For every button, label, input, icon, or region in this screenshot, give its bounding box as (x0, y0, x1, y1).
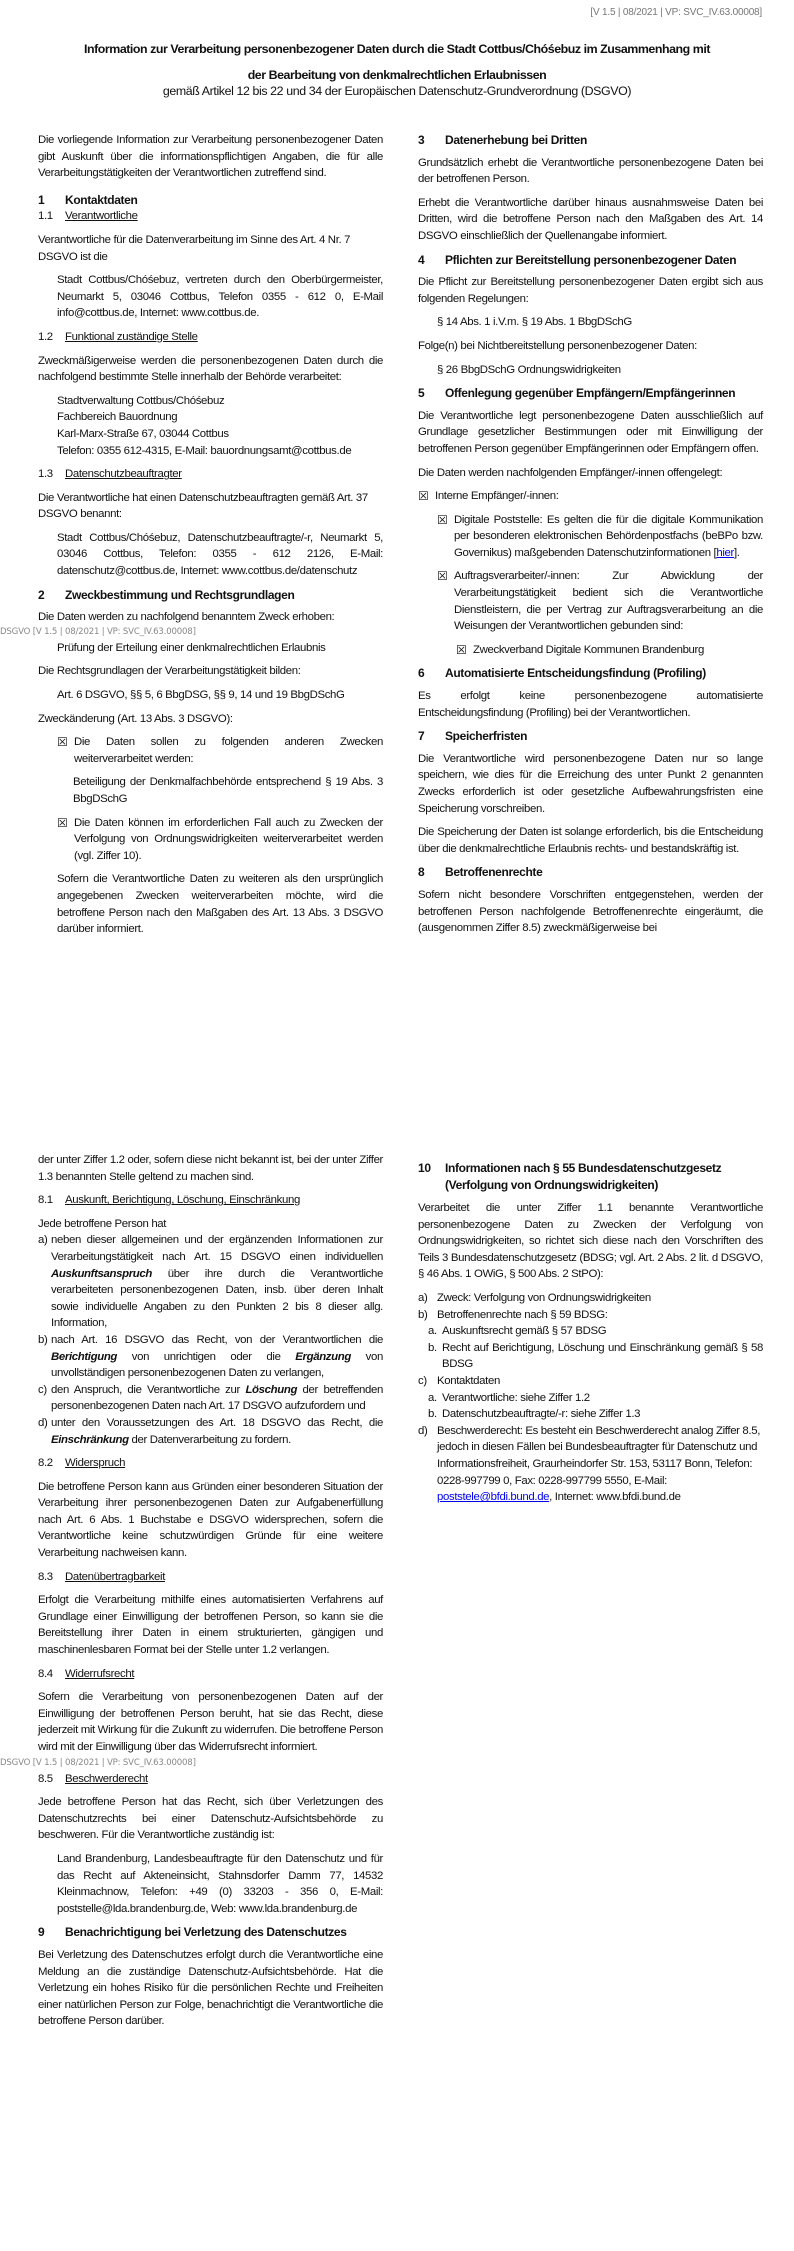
rights-item-d: d) unter den Voraussetzungen des Art. 18 DSGVO das Recht, die Einschränkung der Datenverarbeitung zu fordern. (38, 1416, 383, 1446)
section-3-heading: 3 Datenerhebung bei Dritten (418, 133, 587, 147)
section-1-2-text: Zweckmäßigerweise werden die personenbezogenen Daten durch die nachfolgend bestimmte Stelle innerhalb der Behörde verarbeitet: (38, 354, 383, 384)
privacy-info-link[interactable]: hier (716, 546, 734, 559)
purpose-change-intro: Zweckänderung (Art. 13 Abs. 3 DSGVO): (38, 712, 233, 725)
rights-intro: Jede betroffene Person hat (38, 1217, 167, 1230)
page1-left-column (0, 132, 383, 945)
bdsg-item-c: c) Kontaktdaten (418, 1374, 500, 1387)
section-1-1-heading: 1.1 Verantwortliche (38, 210, 138, 223)
checked-checkbox-icon: ☒ (437, 512, 448, 527)
rights-item-b: b) nach Art. 16 DSGVO das Recht, von der Verantwortlichen die Berichtigung von unrichtigen oder die Ergänzung von unvollständigen personenbezogenen Daten zu verlangen, (38, 1333, 383, 1380)
recipient-internal: ☒ Interne Empfänger/-innen: (418, 489, 559, 504)
section-9-heading: 9 Benachrichtigung bei Verletzung des Datenschutzes (38, 1925, 347, 1940)
section-1-heading: 1 Kontaktdaten (38, 192, 138, 207)
title-line-1: Information zur Verarbeitung personenbezogener Daten durch die Stadt Cottbus/Chóśebuz im Zusammenhang mit (83, 42, 711, 56)
purpose-change-option-1: ☒ Die Daten sollen zu folgenden anderen Zwecken weiterverarbeitet werden: (38, 734, 383, 767)
purpose-intro: Die Daten werden zu nachfolgend benanntem Zweck erhoben: (38, 611, 335, 624)
section-10-p1: Verarbeitet die unter Ziffer 1.1 benannte Verantwortliche personenbezogene Daten zu Zwecken der Verfolgung von Ordnungswidrigkeiten, so richtet sich diese nach den Vorschriften des Teils 3 Bundesdatenschutzgesetz (BDSG; vgl. Art. 2 Abs. 2 lit. d DSGVO, § 46 Abs. 1 OWiG, § 500 Abs. 2 StPO): (418, 1202, 763, 1281)
section-8-1-heading: 8.1 Auskunft, Berichtigung, Löschung, Einschränkung (38, 1194, 300, 1207)
rights-list (38, 1232, 383, 1448)
bdsg-item-b-b: b. Recht auf Berichtigung, Löschung und Einschränkung gemäß § 58 BDSG (428, 1341, 763, 1371)
section-8-5-heading: 8.5 Beschwerderecht (38, 1772, 148, 1785)
section-8-2-text: Die betroffene Person kann aus Gründen einer besonderen Situation der Verarbeitung ihrer personenbezogenen Daten zur Aufgabenerfüllung nach Art. 6 Abs. 1 Buchstabe e DSGVO widersprechen, sofern die Verantwortliche keine schutzwürdigen Gründe für eine weitere Verarbeitung nachweisen kann. (38, 1480, 383, 1560)
bdsg-item-c-b: b. Datenschutzbeauftragte/-r: siehe Ziffer 1.3 (428, 1408, 641, 1421)
section-8-p1: Sofern nicht besondere Vorschriften entgegenstehen, werden der betroffenen Person nachfolgende Betroffenenrechte eingeräumt, die (ausgenommen Ziffer 8.5) zweckmäßigerweise bei (418, 888, 763, 935)
legal-basis: Art. 6 DSGVO, §§ 5, 6 BbgDSG, §§ 9, 14 und 19 BbgDSchG (57, 689, 345, 702)
section-2-heading: 2 Zweckbestimmung und Rechtsgrundlagen (38, 587, 295, 602)
section-4-p1: Die Pflicht zur Bereitstellung personenbezogener Daten ergibt sich aus folgenden Regelungen: (418, 276, 763, 305)
section-1-1-text: Verantwortliche für die Datenverarbeitung im Sinne des Art. 4 Nr. 7 DSGVO ist die (38, 233, 351, 263)
section-5-p1: Die Verantwortliche legt personenbezogene Daten ausschließlich auf Grundlage gesetzlicher Bestimmungen oder mit Einwilligung der betroffenen Person gegenüber Empfängerinnen oder Empfängern offen. (418, 409, 763, 455)
purpose: Prüfung der Erteilung einer denkmalrechtlichen Erlaubnis (57, 641, 326, 654)
dpo-address: Stadt Cottbus/Chóśebuz, Datenschutzbeauftragte/-r, Neumarkt 5, 03046 Cottbus, Telefon: 0355 - 612 2126, E-Mail: datenschutz@cottbus.de, Internet: www.cottbus.de/datenschutz (57, 531, 383, 578)
provision-consequence: § 26 BbgDSchG Ordnungswidrigkeiten (437, 363, 621, 376)
rights-item-c: c) den Anspruch, die Verantwortliche zur Löschung der betreffenden personenbezogenen Daten nach Art. 17 DSGVO aufzufordern und (38, 1383, 384, 1413)
section-3-p2: Erhebt die Verantwortliche darüber hinaus ausnahmsweise Daten bei Dritten, wird die betroffene Person nach den Maßgaben des Art. 14 DSGVO einschließlich der Quellenangabe informiert. (418, 196, 763, 242)
title-line-2: der Bearbeitung von denkmalrechtlichen Erlaubnissen (247, 68, 547, 82)
checked-checkbox-icon: ☒ (456, 642, 467, 657)
section-4-heading: 4 Pflichten zur Bereitstellung personenbezogener Daten (418, 252, 737, 267)
rights-item-a: a) neben dieser allgemeinen und der ergänzenden Informationen zur Verarbeitungstätigkeit nach Art. 15 DSGVO einen individuellen Auskunftsanspruch über ihre durch die Verantwortliche verarbeiteten personenbezogenen Daten, insb. über deren Inhalt sowie individuelle Angaben zu den Punkten 2 bis 8 dieser allg. Information, (38, 1234, 383, 1330)
processor-entry: ☒ Zweckverband Digitale Kommunen Brandenburg (456, 642, 704, 657)
legal-intro: Die Rechtsgrundlagen der Verarbeitungstätigkeit bilden: (38, 665, 301, 678)
purpose-change-detail: Beteiligung der Denkmalfachbehörde entsprechend § 19 Abs. 3 BbgDSchG (73, 776, 383, 805)
bdsg-item-b-a: a. Auskunftsrecht gemäß § 57 BDSG (428, 1325, 607, 1338)
section-10-heading: 10 Informationen nach § 55 Bundesdatenschutzgesetz (Verfolgung von Ordnungswidrigkeiten) (418, 1161, 722, 1192)
section-5-heading: 5 Offenlegung gegenüber Empfängern/Empfängerinnen (418, 386, 736, 401)
section-8-4-text: Sofern die Verarbeitung von personenbezogenen Daten auf der Einwilligung der betroffenen Person beruht, hat sie das Recht, diese jederzeit mit Wirkung für die Zukunft zu widerrufen. Die betroffene Person wird mit der Einwilligung über das Widerrufsrecht informiert. (38, 1691, 383, 1753)
section-8-3-heading: 8.3 Datenübertragbarkeit (38, 1570, 166, 1583)
section-8-3-text: Erfolgt die Verarbeitung mithilfe eines automatisierten Verfahrens auf Grundlage einer Einwilligung der betroffenen Person, so kann sie die Bereitstellung ihrer Daten in einem strukturierten, gängigen und maschinenlesbaren Format bei der Stelle unter 1.2 verlangen. (38, 1594, 383, 1657)
section-8-2-heading: 8.2 Widerspruch (38, 1457, 126, 1470)
section-5-p2: Die Daten werden nachfolgenden Empfänger/-innen offengelegt: (418, 466, 723, 479)
responsible-office-address: Stadtverwaltung Cottbus/Chóśebuz Fachbereich Bauordnung Karl-Marx-Straße 67, 03044 Cottbus Telefon: 0355 612-4315, E-Mail: bauordnungsamt@cottbus.de (57, 394, 352, 457)
document-title (0, 36, 794, 88)
watermark: DSGVO [V 1.5 | 08/2021 | VP: SVC_IV.63.00008] (0, 626, 196, 637)
document-subtitle: gemäß Artikel 12 bis 22 und 34 der Europäischen Datenschutz-Grundverordnung (DSGVO) (162, 84, 632, 98)
section-1-2-heading: 1.2 Funktional zuständige Stelle (38, 330, 198, 343)
version-tag: [V 1.5 | 08/2021 | VP: SVC_IV.63.00008] (590, 7, 762, 18)
section-8-heading: 8 Betroffenenrechte (418, 865, 543, 880)
section-9-p1: Bei Verletzung des Datenschutzes erfolgt durch die Verantwortliche eine Meldung an die zuständige Datenschutz-Aufsichtsbehörde. Hat die Verletzung ein hohes Risiko für die persönlichen Rechte und Freiheiten einer natürlichen Person zur Folge, benachrichtigt die Verantwortliche die betroffene Person darüber. (38, 1948, 383, 2028)
section-7-p2: Die Speicherung der Daten ist solange erforderlich, bis die Entscheidung über die denkmalrechtliche Erlaubnis rechts- und bestandskräftig ist. (418, 826, 763, 855)
checked-checkbox-icon: ☒ (418, 489, 429, 504)
purpose-change-option-2: ☒ Die Daten können im erforderlichen Fall auch zu Zwecken der Verfolgung von Ordnungswidrigkeiten weiterverarbeitet werden (vgl. Ziffer 10). (38, 815, 383, 865)
section-8-p1-continued: der unter Ziffer 1.2 oder, sofern diese nicht bekannt ist, bei der unter Ziffer 1.3 benannten Stelle geltend zu machen sind. (38, 1154, 383, 1183)
section-7-heading: 7 Speicherfristen (418, 729, 528, 744)
page2-right-column (418, 1160, 763, 1513)
bdsg-item-a: a) Zweck: Verfolgung von Ordnungswidrigkeiten (418, 1291, 651, 1304)
purpose-change-closing: Sofern die Verantwortliche Daten zu weiteren als den ursprünglich angegebenen Zwecken weiterverarbeiten möchte, wird die betroffene Person nach den Maßgaben des Art. 13 Abs. 3 DSGVO darüber informiert. (57, 873, 383, 936)
intro-text: Die vorliegende Information zur Verarbeitung personenbezogener Daten gibt Auskunft über die informationspflichtigen Angaben, die für alle Verarbeitungstätigkeiten der Verantwortlichen zutreffend sind. (38, 134, 383, 180)
section-6-heading: 6 Automatisierte Entscheidungsfindung (Profiling) (418, 666, 706, 681)
bdsg-item-b: b) Betroffenenrechte nach § 59 BDSG: (418, 1308, 608, 1321)
bfdi-email-link[interactable]: poststele@bfdi.bund.de (437, 1491, 550, 1504)
provision-rule: § 14 Abs. 1 i.V.m. § 19 Abs. 1 BbgDSchG (437, 316, 632, 329)
section-4-p2: Folge(n) bei Nichtbereitstellung personenbezogener Daten: (418, 339, 697, 352)
section-1-3-heading: 1.3 Datenschutzbeauftragter (38, 468, 182, 481)
controller-address: Stadt Cottbus/Chóśebuz, vertreten durch den Oberbürgermeister, Neumarkt 5, 03046 Cottbus, Telefon 0355 - 612 0, E-Mail info@cottbus.de, Internet: www.cottbus.de. (57, 274, 383, 320)
checked-checkbox-icon: ☒ (57, 815, 68, 830)
checked-checkbox-icon: ☒ (57, 735, 68, 750)
section-8-4-heading: 8.4 Widerrufsrecht (38, 1667, 135, 1680)
watermark: DSGVO [V 1.5 | 08/2021 | VP: SVC_IV.63.00008] (0, 1757, 196, 1768)
page2-left-column (0, 1152, 384, 2037)
section-3-p1: Grundsätzlich erhebt die Verantwortliche personenbezogene Daten bei der betroffenen Person. (418, 156, 763, 186)
section-8-5-text: Jede betroffene Person hat das Recht, sich über Verletzungen des Datenschutzrechts bei einer Datenschutz-Aufsichtsbehörde zu beschweren. Für die Verantwortliche zuständig ist: (38, 1796, 383, 1842)
bdsg-item-c-a: a. Verantwortliche: siehe Ziffer 1.2 (428, 1391, 590, 1404)
page1-right-column (418, 132, 763, 944)
recipient-processors: ☒ Auftragsverarbeiter/-innen: Zur Abwicklung der Verarbeitungstätigkeit bedient sich die Verantwortliche Dienstleistern, die per Vertrag zur Auftragsverarbeitung an die Weisungen der Verantwortlichen gebunden sind: (418, 568, 763, 634)
bdsg-item-d: d) Beschwerderecht: Es besteht ein Beschwerderecht analog Ziffer 8.5, jedoch in diesen Fällen bei Bundesbeauftragter für Datenschutz und Informationsfreiheit, Graurheindorfer Str. 153, 53117 Bonn, Telefon: 0228-997799 0, Fax: 0228-997799 5550, E-Mail: poststele@bfdi.bund.de, Internet: www.bfdi.bund.de (418, 1424, 761, 1504)
supervisory-authority-address: Land Brandenburg, Landesbeauftragte für den Datenschutz und für das Recht auf Akteneinsicht, Stahnsdorfer Damm 77, 14532 Kleinmachnow, Telefon: +49 (0) 33203 - 356 0, E-Mail: poststelle@lda.brandenburg.de, Web: www.lda.brandenburg.de (57, 1852, 383, 1915)
section-6-p1: Es erfolgt keine personenbezogene automatisierte Entscheidungsfindung (Profiling) bei der Verantwortlichen. (418, 690, 763, 719)
recipient-digital-post: ☒ Digitale Poststelle: Es gelten die für die digitale Kommunikation per besonderen elektronischen Behördenpostfachs (beBPo bzw. Governikus) maßgebenden Datenschutzinformationen [hier]. (418, 512, 763, 562)
bdsg-list (418, 1290, 763, 1506)
section-1-3-text: Die Verantwortliche hat einen Datenschutzbeauftragten gemäß Art. 37 DSGVO benannt: (38, 491, 368, 521)
section-7-p1: Die Verantwortliche wird personenbezogene Daten nur so lange speichern, wie dies für die Erreichung des unter Punkt 2 genannten Zwecks erforderlich ist oder gesetzliche Aufbewahrungsfristen eine Speicherung vorschreiben. (418, 752, 763, 815)
checked-checkbox-icon: ☒ (437, 569, 448, 584)
